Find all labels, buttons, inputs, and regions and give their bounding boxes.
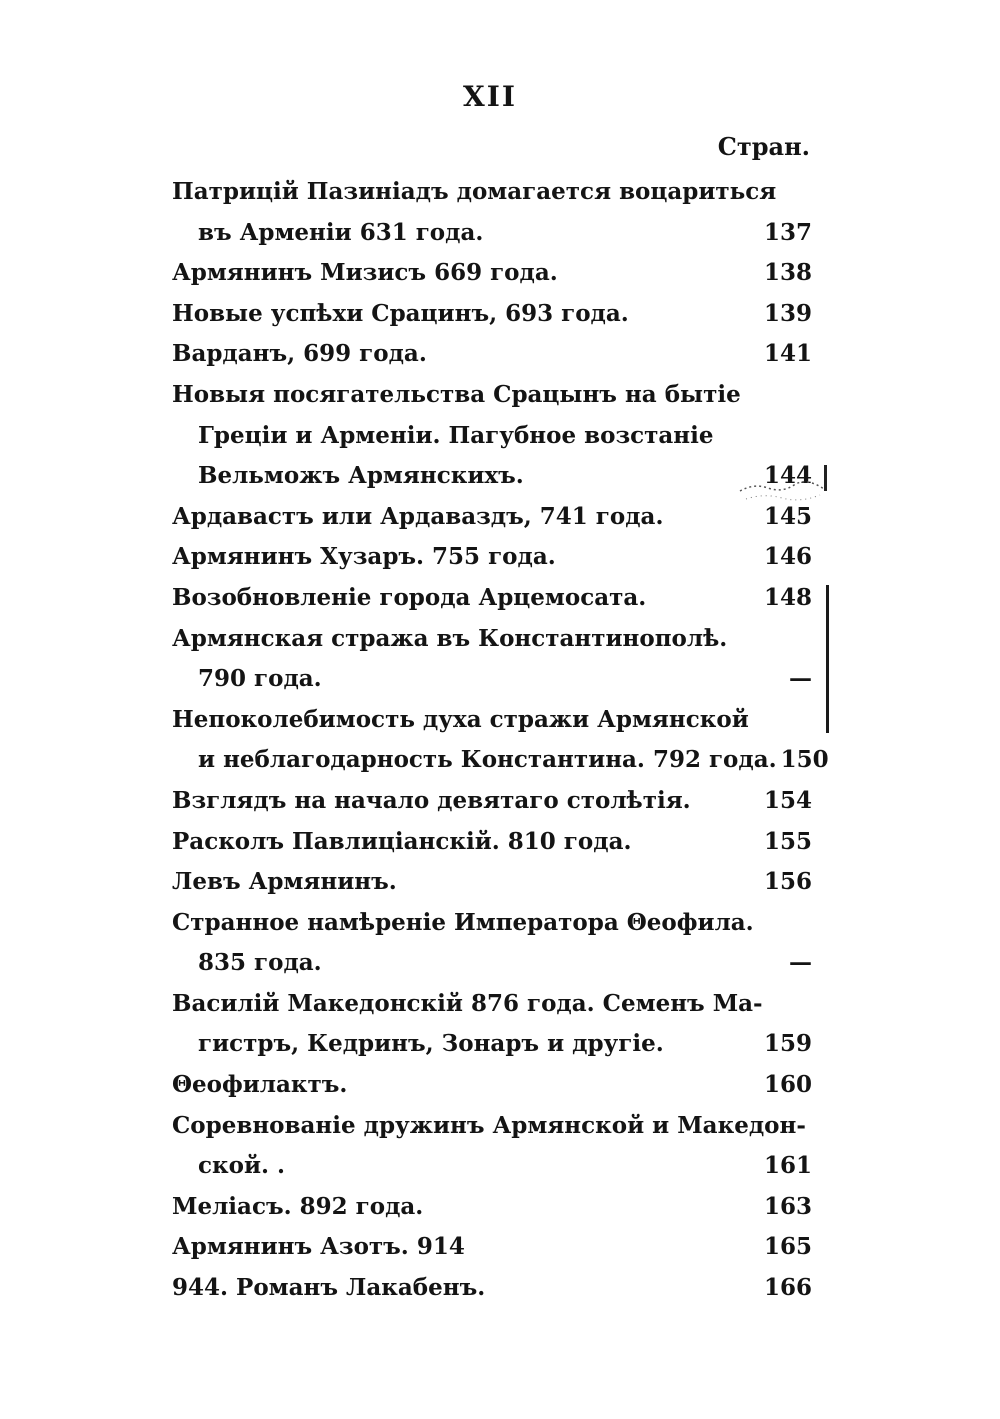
toc-entry-title: Меліасъ. 892 года. (172, 1192, 424, 1220)
toc-entry-title: 835 года. (198, 949, 322, 977)
toc-entry-line (172, 781, 812, 822)
toc-entry-page: 137 (763, 218, 812, 246)
toc-entry (172, 1065, 812, 1106)
toc-entry-page: 154 (763, 786, 812, 814)
toc-entry-title: Странное намѣреніе Императора Θеофила. (172, 908, 754, 936)
toc-entry-title: 944. Романъ Лакабенъ. (172, 1274, 486, 1302)
toc-entry (172, 1268, 812, 1309)
toc-entry-line (172, 1187, 812, 1228)
toc-entry (172, 1187, 812, 1228)
margin-rule (826, 585, 829, 733)
toc-entry-line (172, 334, 812, 375)
toc-entry-line (172, 172, 812, 213)
toc-entry-title: Варданъ, 699 года. (172, 340, 427, 368)
toc-entry-title: Левъ Армянинъ. (172, 868, 397, 896)
toc-entry-title: Новые успѣхи Срацинъ, 693 года. (172, 299, 629, 327)
toc-entry (172, 497, 812, 538)
toc-entry-line (172, 375, 812, 416)
toc-entry (172, 537, 812, 578)
toc-entry-page: 146 (763, 543, 812, 571)
toc-entry-page: 166 (763, 1274, 812, 1302)
toc-entry-page: 145 (763, 502, 812, 530)
toc-entry-line (172, 456, 812, 497)
toc-entry (172, 253, 812, 294)
toc-entry-page: 150 (780, 746, 829, 774)
toc-entry-title: Непоколебимость духа стражи Армянской (172, 705, 749, 733)
toc-entry-page: 163 (763, 1192, 812, 1220)
toc-entry-line (172, 862, 812, 903)
toc-entry-title: въ Арменіи 631 года. (198, 218, 484, 246)
toc-entry (172, 578, 812, 619)
toc-entry (172, 619, 812, 700)
toc-entry-line (172, 537, 812, 578)
toc-entry-line (172, 1227, 812, 1268)
toc-entry-title: гистръ, Кедринъ, Зонаръ и другіе. (198, 1030, 664, 1058)
toc-entry-page: 156 (763, 868, 812, 896)
toc-entry (172, 781, 812, 822)
toc-entry-line (172, 253, 812, 294)
toc-entry-line (172, 578, 812, 619)
toc-entry-title: Армянинъ Азотъ. 914 (172, 1233, 465, 1261)
toc-entry (172, 984, 812, 1065)
toc-entry-line (172, 740, 829, 781)
toc-entry-title: Θеофилактъ. (172, 1071, 348, 1099)
toc-entry-line (172, 822, 812, 863)
toc-entry (172, 1106, 812, 1187)
toc-entry-title: Новыя посягательства Срацынъ на бытіе (172, 380, 741, 408)
toc-entry (172, 1227, 812, 1268)
toc-entry (172, 822, 812, 863)
toc-entry-line (172, 1146, 812, 1187)
toc-entry-title: Василій Македонскій 876 года. Семенъ Ма- (172, 989, 763, 1017)
toc-entry-page: 160 (763, 1071, 812, 1099)
toc-entry-title: Взглядъ на начало девятаго столѣтія. (172, 786, 691, 814)
toc-entry-title: Армянинъ Мизисъ 669 года. (172, 259, 558, 287)
toc-entry-title: и неблагодарность Константина. 792 года. (198, 746, 777, 774)
toc-entry-page: 144 (763, 462, 812, 490)
page-column-header: Стран. (717, 132, 810, 161)
toc-entry-line (172, 659, 812, 700)
toc-entry-line (172, 700, 812, 741)
toc-entry-title: Соревнованіе дружинъ Армянской и Македон- (172, 1111, 806, 1139)
toc-entry-page: 141 (763, 340, 812, 368)
toc-entry (172, 294, 812, 335)
toc-entry-page: 159 (763, 1030, 812, 1058)
toc-entry (172, 334, 812, 375)
toc-entry-page: 138 (763, 259, 812, 287)
toc-entry-line (172, 943, 812, 984)
toc-entry (172, 700, 829, 781)
toc-entry (172, 375, 812, 497)
toc-entry-title: Вельможъ Армянскихъ. (198, 462, 524, 490)
toc-entry-title: Ардавастъ или Ардаваздъ, 741 года. (172, 502, 664, 530)
toc-entry-title: Возобновленіе города Арцемосата. (172, 583, 647, 611)
page-number: XII (463, 80, 517, 113)
toc-entry-line (172, 416, 812, 457)
toc-entry-line (172, 1268, 812, 1309)
toc-entry-page: — (789, 949, 812, 977)
toc-entry-title: Армянская стража въ Константинополѣ. (172, 624, 728, 652)
toc-entry-page: 155 (763, 827, 812, 855)
toc-entry-line (172, 1024, 812, 1065)
toc-entry-title: Патрицій Пазиніадъ домагается воцариться (172, 178, 777, 205)
toc-entry-line (172, 497, 812, 538)
toc-entry-line (172, 1065, 812, 1106)
toc-entry-line (172, 619, 812, 660)
toc-entry-line (172, 984, 812, 1025)
toc-entry-page: 148 (763, 583, 812, 611)
toc-entry-page: 165 (763, 1233, 812, 1261)
toc-entry-title: Греціи и Арменіи. Пагубное возстаніе (198, 421, 714, 449)
toc-entry-line (172, 294, 812, 335)
toc-entry-page: 139 (763, 299, 812, 327)
toc-entry-title: 790 года. (198, 665, 322, 693)
table-of-contents (172, 172, 829, 1309)
toc-entry-line (172, 903, 812, 944)
toc-entry-title: Расколъ Павлиціанскій. 810 года. (172, 827, 632, 855)
toc-entry-title: Армянинъ Хузаръ. 755 года. (172, 543, 556, 571)
toc-entry-title: ской. . (198, 1152, 286, 1180)
toc-entry-page: 161 (763, 1152, 812, 1180)
toc-entry (172, 172, 812, 253)
toc-entry (172, 862, 812, 903)
toc-entry (172, 903, 812, 984)
toc-entry-line (172, 1106, 812, 1147)
toc-entry-page: — (789, 665, 812, 693)
toc-entry-line (172, 213, 812, 254)
